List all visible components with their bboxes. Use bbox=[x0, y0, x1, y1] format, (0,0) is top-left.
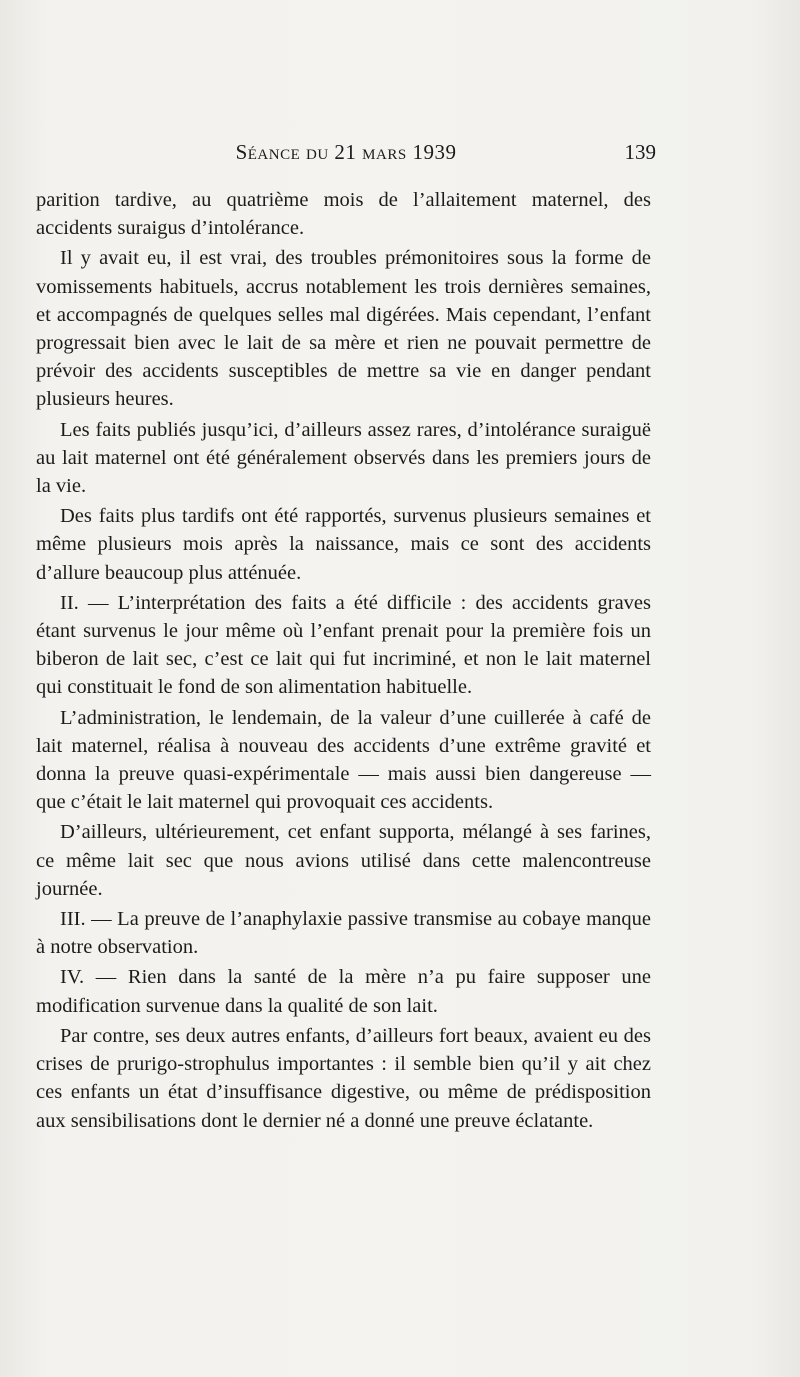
title-month: mars bbox=[362, 140, 407, 164]
body-text bbox=[36, 186, 651, 1137]
paragraph: Les faits publiés jusqu’ici, d’ailleurs assez rares, d’intolérance suraiguë au lait maternel ont été généralement observés dans les premiers jours de la vie. bbox=[36, 418, 651, 498]
title-prefix: Séance du bbox=[235, 140, 329, 164]
page-number: 139 bbox=[624, 140, 656, 164]
running-title bbox=[36, 140, 656, 165]
paragraph: III. — La preuve de l’anaphylaxie passive transmise au cobaye manque à notre observation. bbox=[36, 908, 651, 959]
paragraph-continuation: parition tardive, au quatrième mois de l’allaitement maternel, des accidents suraigus d’intolérance. bbox=[36, 189, 651, 240]
paragraph: II. — L’interprétation des faits a été difficile : des accidents graves étant survenus le jour même où l’enfant prenait pour la première fois un biberon de lait sec, c’est ce lait qui fut incriminé, et non le lait maternel qui constituait le fond de son alimentation habituelle. bbox=[36, 591, 651, 699]
paragraph: Il y avait eu, il est vrai, des troubles prémonitoires sous la forme de vomissements habituels, accrus notablement les trois dernières semaines, et accompagnés de quelques selles mal digérées. Mais cependant, l’enfant progressait bien avec le lait de sa mère et rien ne pouvait permettre de prévoir des accidents susceptibles de mettre sa vie en danger pendant plusieurs heures. bbox=[36, 247, 651, 411]
title-year: 1939 bbox=[412, 140, 457, 164]
paragraph: Des faits plus tardifs ont été rapportés, survenus plusieurs semaines et même plusieurs mois après la naissance, mais ce sont des accidents d’allure beaucoup plus atténuée. bbox=[36, 505, 651, 584]
running-header bbox=[36, 140, 656, 174]
title-date: 21 bbox=[334, 140, 357, 164]
paragraph: L’administration, le lendemain, de la valeur d’une cuillerée à café de lait maternel, réalisa à nouveau des accidents d’une extrême gravité et donna la preuve quasi-expérimentale — mais aussi bien dangereuse — que c’était le lait maternel qui provoquait ces accidents. bbox=[36, 706, 651, 814]
paragraph: Par contre, ses deux autres enfants, d’ailleurs fort beaux, avaient eu des crises de prurigo-strophulus importantes : il semble bien qu’il y ait chez ces enfants un état d’insuffisance digestive, ou même de prédisposition aux sensibilisations dont le dernier né a donné une preuve éclatante. bbox=[36, 1024, 651, 1132]
paragraph: IV. — Rien dans la santé de la mère n’a pu faire supposer une modification survenue dans la qualité de son lait. bbox=[36, 966, 651, 1017]
paragraph: D’ailleurs, ultérieurement, cet enfant supporta, mélangé à ses farines, ce même lait sec que nous avions utilisé dans cette malencontreuse journée. bbox=[36, 821, 651, 900]
